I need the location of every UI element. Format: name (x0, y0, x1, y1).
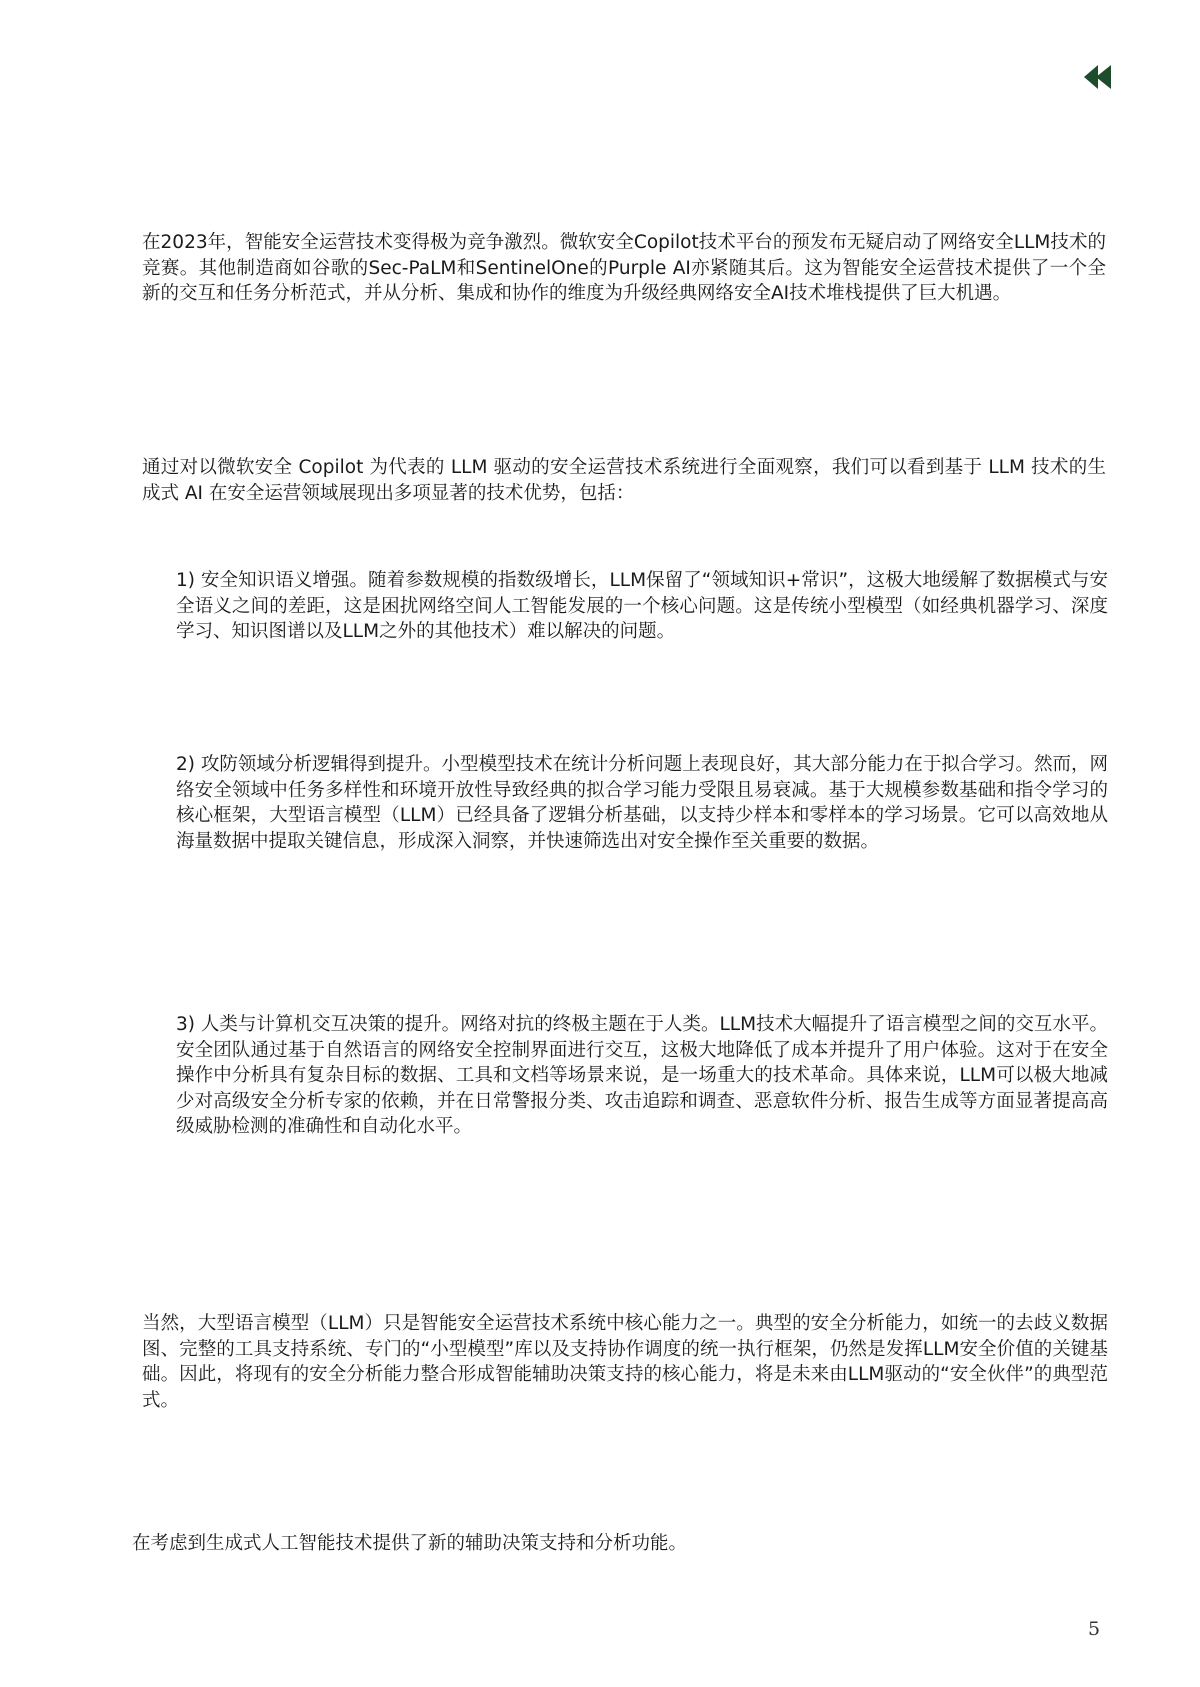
advantage-item-1: 1) 安全知识语义增强。随着参数规模的指数级增长，LLM保留了“领域知识+常识”，这极大地缓解了数据模式与安全语义之间的差距，这是困扰网络空间人工智能发展的一个核心问题。这是传统小型模型（如经典机器学习、深度学习、知识图谱以及LLM之外的其他技术）难以解决的问题。 (176, 570, 1108, 642)
intro-paragraph: 在2023年，智能安全运营技术变得极为竞争激烈。微软安全Copilot技术平台的预发布无疑启动了网络安全LLM技术的竞赛。其他制造商如谷歌的Sec-PaLM和SentinelOne的Purple AI亦紧随其后。这为智能安全运营技术提供了一个全新的交互和任务分析范式，并从分析、集成和协作的维度为升级经典网络安全AI技术堆栈提供了巨大机遇。 (142, 232, 1106, 304)
conclusion-paragraph: 当然，大型语言模型（LLM）只是智能安全运营技术系统中核心能力之一。典型的安全分析能力，如统一的去歧义数据图、完整的工具支持系统、专门的“小型模型”库以及支持协作调度的统一执行框架，仍然是发挥LLM安全价值的关键基础。因此，将现有的安全分析能力整合形成智能辅助决策支持的核心能力，将是未来由LLM驱动的“安全伙伴”的典型范式。 (142, 1313, 1108, 1411)
advantage-item-3: 3) 人类与计算机交互决策的提升。网络对抗的终极主题在于人类。LLM技术大幅提升了语言模型之间的交互水平。安全团队通过基于自然语言的网络安全控制界面进行交互，这极大地降低了成本并提升了用户体验。这对于在安全操作中分析具有复杂目标的数据、工具和文档等场景来说，是一场重大的技术革命。具体来说，LLM可以极大地减少对高级安全分析专家的依赖，并在日常警报分类、攻击追踪和调查、恶意软件分析、报告生成等方面显著提高高级威胁检测的准确性和自动化水平。 (176, 1014, 1108, 1137)
advantage-item-2: 2) 攻防领域分析逻辑得到提升。小型模型技术在统计分析问题上表现良好，其大部分能力在于拟合学习。然而，网络安全领域中任务多样性和环境开放性导致经典的拟合学习能力受限且易衰减。基于大规模参数基础和指令学习的核心框架，大型语言模型（LLM）已经具备了逻辑分析基础，以支持少样本和零样本的学习场景。它可以高效地从海量数据中提取关键信息，形成深入洞察，并快速筛选出对安全操作至关重要的数据。 (176, 754, 1108, 852)
page-number: 5 (1088, 1618, 1101, 1640)
closing-sentence: 在考虑到生成式人工智能技术提供了新的辅助决策支持和分析功能。 (132, 1533, 688, 1554)
rewind-double-left-icon[interactable] (1083, 63, 1113, 91)
rewind-arrow-right (1096, 65, 1111, 89)
rewind-arrow-left (1084, 65, 1098, 89)
observation-paragraph: 通过对以微软安全 Copilot 为代表的 LLM 驱动的安全运营技术系统进行全面观察，我们可以看到基于 LLM 技术的生成式 AI 在安全运营领域展现出多项显著的技术优势，包括： (142, 457, 1106, 504)
